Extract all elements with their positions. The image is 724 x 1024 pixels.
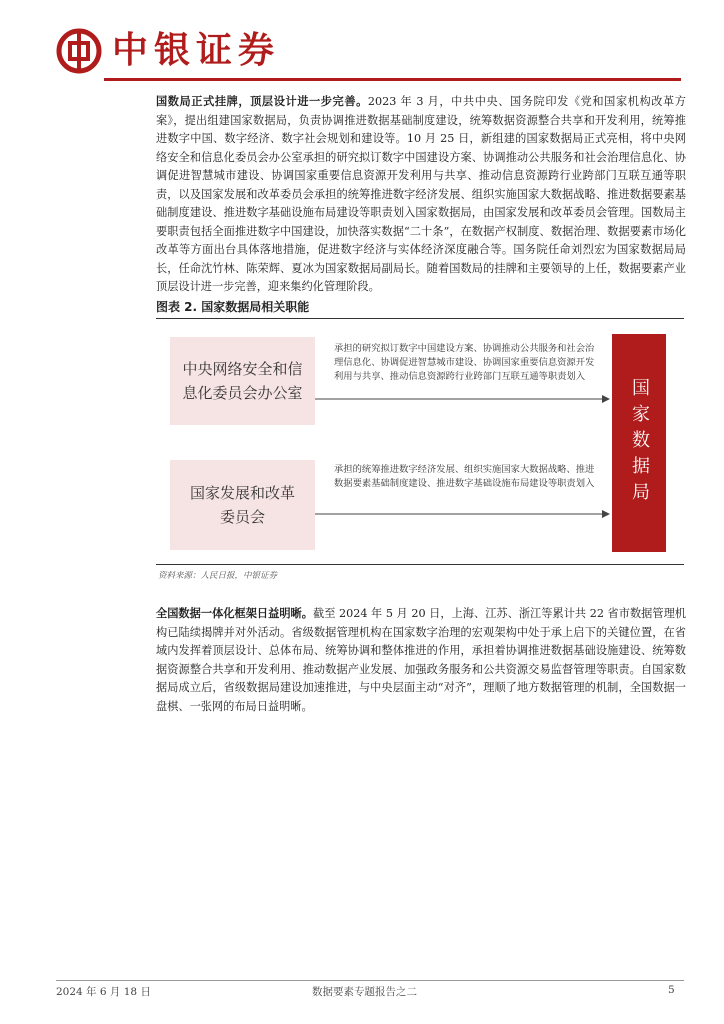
national-data-bureau-box bbox=[612, 334, 666, 552]
paragraph-body: 截至 2024 年 5 月 20 日，上海、江苏、浙江等累计共 22 省市数据管理机构已陆续揭牌并对外活动。省级数据管理机构在国家数字治理的宏观架构中处于承上启下的关键位置，在省域内发挥着顶层设计、总体布局、统筹协调和整体推进的作用，承担着协调推进数据基础设施建设、统筹数据资源整合共享和开发利用、推动数据产业发展、加强政务服务和公共资源交易监督管理等职责。自国家数据局成立后，省级数据局建设加速推进，与中央层面主动“对齐”，理顺了地方数据管理的机制，全国数据一盘棋、一张网的布局日益明晰。 bbox=[156, 607, 686, 713]
paragraph-lead: 国数局正式挂牌，顶层设计进一步完善。 bbox=[156, 94, 368, 108]
figure-source: 资料来源：人民日报，中银证券 bbox=[158, 571, 278, 581]
paragraph-lead: 全国数据一体化框架日益明晰。 bbox=[156, 606, 313, 620]
figure-bottom-rule bbox=[156, 564, 684, 565]
figure-top-rule bbox=[156, 318, 684, 319]
cac-office-box bbox=[170, 337, 315, 425]
header-divider bbox=[104, 78, 681, 81]
ndrc-duties-text: 承担的统筹推进数字经济发展、组织实施国家大数据战略、推进数据要素基础制度建设、推进数字基础设施布局建设等职责划入 bbox=[334, 464, 595, 489]
paragraph-national-framework bbox=[156, 604, 686, 716]
bank-of-china-logo bbox=[56, 28, 102, 74]
figure-title: 图表 2. 国家数据局相关职能 bbox=[156, 300, 310, 314]
ndrc-label: 国家发展和改革委员会 bbox=[190, 484, 296, 526]
cac-office-label: 中央网络安全和信息化委员会办公室 bbox=[182, 360, 303, 402]
footer-rule bbox=[56, 980, 684, 981]
paragraph-bureau-established bbox=[156, 92, 686, 297]
paragraph-body: 2023 年 3 月，中共中央、国务院印发《党和国家机构改革方案》，提出组建国家数据局，负责协调推进数据基础制度建设，统筹数据资源整合共享和开发利用，统筹推进数字中国、数字经济、数字社会规划和建设等。10 月 25 日，新组建的国家数据局正式亮相，将中央网络安全和信息化委员会办公室承担的研究拟订数字中国建设方案、协调推动公共服务和社会治理信息化、协调促进智慧城市建设、协调国家重要信息资源开发利用与共享、推动信息资源跨行业跨部门互联互通等职责，以及国家发展和改革委员会承担的统筹推进数字经济发展、组织实施国家大数据战略、推进数据要素基础制度建设、推进数字基础设施布局建设等职责划入国家数据局，由国家发展和改革委员会管理。国数局主要职责包括全面推进数字中国建设，加快落实数据“二十条”，在数据产权制度、数据治理、数据要素市场化改革等方面出台具体落地措施，促进数字经济与实体经济深度融合等。国务院任命刘烈宏为国家数据局局长，任命沈竹林、陈荣辉、夏冰为国家数据局副局长。随着国数局的挂牌和主要领导的上任，数据要素产业顶层设计进一步完善，迎来集约化管理阶段。 bbox=[156, 95, 686, 293]
ndrc-box bbox=[170, 460, 315, 550]
page-number: 5 bbox=[668, 984, 675, 996]
cac-duties-text: 承担的研究拟订数字中国建设方案、协调推动公共服务和社会治理信息化、协调促进智慧城市建设、协调国家重要信息资源开发利用与共享、推动信息资源跨行业跨部门互联互通等职责划入 bbox=[334, 343, 595, 382]
national-data-bureau-label: 国家数据局 bbox=[629, 378, 650, 508]
footer-report-title: 数据要素专题报告之二 bbox=[312, 986, 417, 998]
footer-date: 2024 年 6 月 18 日 bbox=[56, 986, 151, 998]
brand-name: 中银证券 bbox=[112, 30, 281, 71]
